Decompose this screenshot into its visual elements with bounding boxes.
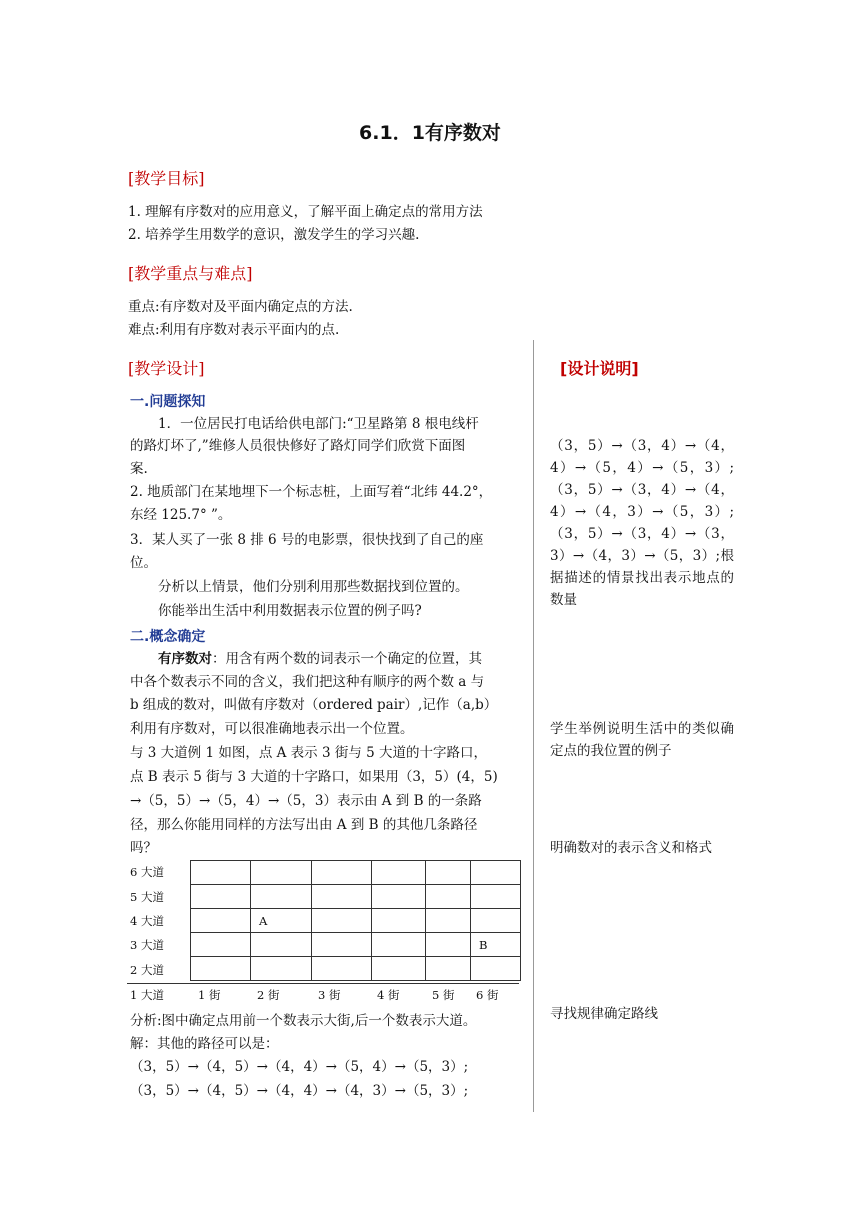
row-label: 4 大道 xyxy=(130,914,164,928)
term-ordered-pair: 有序数对 xyxy=(158,651,212,667)
text-line: （3，5）→（4，5）→（4，4）→（4，3）→（5，3）; xyxy=(130,1083,469,1099)
row-label: 2 大道 xyxy=(130,963,164,977)
text-line: 位。 xyxy=(130,555,157,571)
axis-label: 1 大道 xyxy=(130,988,164,1002)
col-label: 6 街 xyxy=(476,988,499,1002)
text-line: 点 B 表示 5 街与 3 大道的十字路口，如果用（3，5）(4，5) xyxy=(130,769,498,785)
part2-heading: 二.概念确定 xyxy=(130,629,206,645)
page-title: 6.1．1有序数对 xyxy=(359,122,501,144)
col-label: 3 街 xyxy=(318,988,341,1002)
text-line: 2. 地质部门在某地埋下一个标志桩，上面写着“北纬 44.2°， xyxy=(130,484,493,500)
point-b: B xyxy=(471,933,521,957)
text-line: 的路灯坏了,”维修人员很快修好了路灯同学们欣赏下面图 xyxy=(130,438,466,454)
text-line: 与 3 大道例 1 如图，点 A 表示 3 街与 5 大道的十字路口， xyxy=(130,745,488,761)
street-grid xyxy=(190,860,521,981)
note-paths: （3，5）→（3，4）→（4，4）→（5，4）→（5，3）;（3，5）→（3，4）→（4，4）→（4，3）→（5，3）;（3，5）→（3，4）→（3，3）→（4，3）→（5，3）;根据描述的情景找出表示地点的数量 xyxy=(550,438,734,608)
part1-heading: 一.问题探知 xyxy=(130,394,206,410)
text-line: 径，那么你能用同样的方法写出由 A 到 B 的其他几条路径 xyxy=(130,817,478,833)
text-line: b 组成的数对，叫做有序数对（ordered pair）,记作（a,b） xyxy=(130,697,498,713)
section-design-notes: [设计说明] xyxy=(560,359,639,378)
text-line: 你能举出生活中利用数据表示位置的例子吗? xyxy=(158,603,422,619)
key-point: 难点:利用有序数对表示平面内的点. xyxy=(128,322,340,338)
note-route: 寻找规律确定路线 xyxy=(550,1006,658,1022)
key-point: 重点:有序数对及平面内确定点的方法. xyxy=(128,299,353,315)
text-line: 东经 125.7° ”。 xyxy=(130,507,232,523)
point-a: A xyxy=(251,909,312,933)
text-line: 案. xyxy=(130,461,148,477)
text-line: 利用有序数对，可以很准确地表示出一个位置。 xyxy=(130,721,414,737)
text-line: （3，5）→（4，5）→（4，4）→（5，4）→（5，3）; xyxy=(130,1059,469,1075)
text-line: 解：其他的路径可以是： xyxy=(130,1036,279,1052)
section-key-points: [教学重点与难点] xyxy=(128,264,253,283)
text-line: →（5，5）→（5，4）→（5，3）表示由 A 到 B 的一条路 xyxy=(130,793,482,809)
row-label: 3 大道 xyxy=(130,938,164,952)
definition-text: ：用含有两个数的词表示一个确定的位置，其 xyxy=(212,651,482,667)
section-goals: [教学目标] xyxy=(128,169,205,188)
note-examples: 学生举例说明生活中的类似确定点的我位置的例子 xyxy=(550,721,734,759)
text-line: 3．某人买了一张 8 排 6 号的电影票，很快找到了自己的座 xyxy=(130,532,484,548)
note-format: 明确数对的表示含义和格式 xyxy=(550,840,712,856)
text-line xyxy=(158,648,482,670)
text-line: 吗？ xyxy=(130,840,157,856)
column-divider xyxy=(533,340,534,1112)
text-line: 分析:图中确定点用前一个数表示大街,后一个数表示大道。 xyxy=(130,1013,477,1029)
row-label: 6 大道 xyxy=(130,865,164,879)
row-label: 5 大道 xyxy=(130,890,164,904)
col-label: 4 街 xyxy=(377,988,400,1002)
col-label: 1 街 xyxy=(198,988,221,1002)
axis-line xyxy=(127,983,519,984)
col-label: 2 街 xyxy=(257,988,280,1002)
col-label: 5 街 xyxy=(432,988,455,1002)
goal-item: 1. 理解有序数对的应用意义，了解平面上确定点的常用方法 xyxy=(128,204,483,220)
text-line: 1．一位居民打电话给供电部门:“卫星路第 8 根电线杆 xyxy=(158,416,479,432)
text-line: 中各个数表示不同的含义，我们把这种有顺序的两个数 a 与 xyxy=(130,674,485,690)
text-line: 分析以上情景，他们分别利用那些数据找到位置的。 xyxy=(158,579,469,595)
section-design: [教学设计] xyxy=(128,359,205,378)
goal-item: 2. 培养学生用数学的意识，激发学生的学习兴趣. xyxy=(128,227,420,243)
